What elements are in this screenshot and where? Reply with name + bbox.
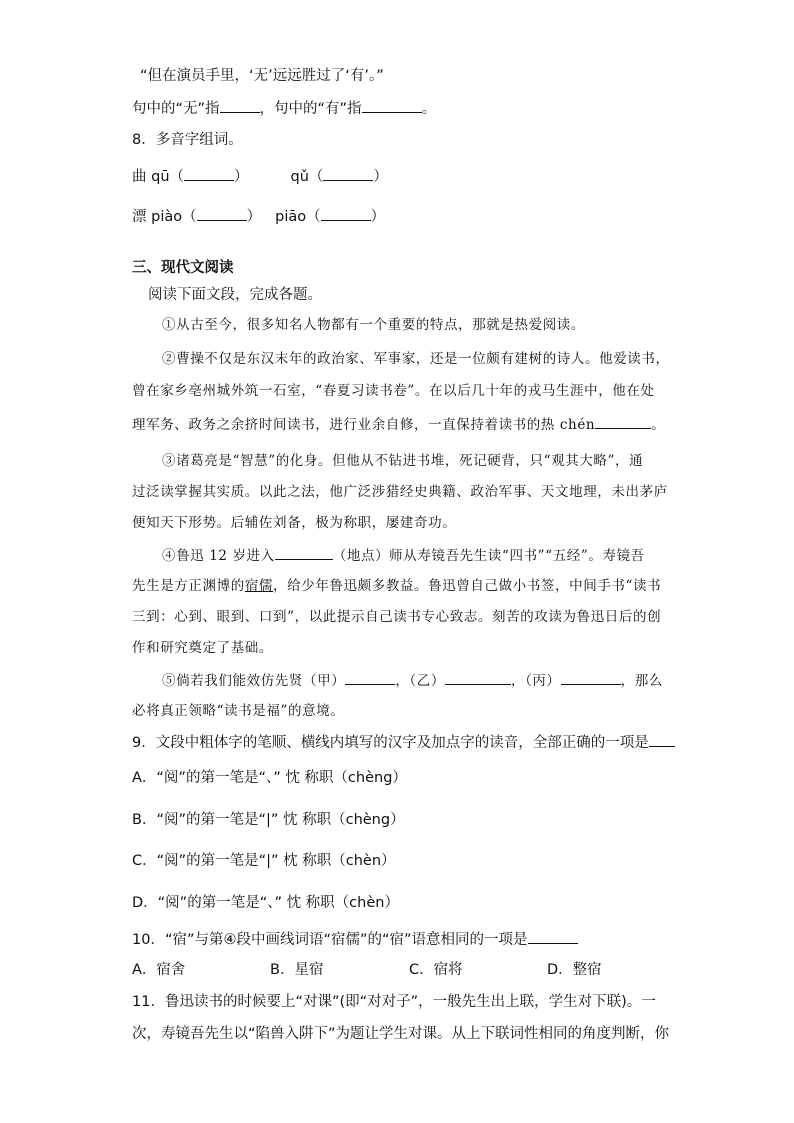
q8-row-piao (132, 206, 385, 227)
passage-p4-line3: 三到：心到、眼到、口到”，以此提示自己读书专心致志。刻苦的攻读为鲁迅日后的创 (132, 609, 662, 625)
q10-option-c[interactable]: C．宿将 (409, 962, 463, 978)
passage-p5-line1a: ⑤倘若我们能效仿先贤（甲） (162, 673, 346, 689)
q7-blank-wu[interactable] (220, 98, 260, 113)
q11-line2: 次，寿镜吾先生以“陷兽入阱下”为题让学生对课。从上下联词性相同的角度判断，你 (132, 1026, 670, 1042)
q8-qu2-close: ） (373, 169, 388, 185)
passage-blank-place[interactable] (275, 545, 333, 560)
q9-option-b[interactable]: B．“阅”的第一笔是“|” 忱 称职（chèng） (132, 812, 405, 828)
passage-p5-line1d: ，那么 (620, 673, 663, 689)
q8-qu-close: ） (234, 169, 249, 185)
q7-question-line (132, 98, 436, 119)
passage-p3-line3: 便知天下形势。后辅佐刘备，极为称职，屡建奇功。 (132, 515, 457, 531)
passage-p4-line2 (132, 576, 661, 596)
q8-qu2-label: qǔ（ (290, 169, 324, 185)
q7-blank-you[interactable] (362, 98, 422, 113)
passage-p4-line2b: ，给少年鲁迅颇多教益。鲁迅曾自己做小书签，中间手书“读书 (273, 578, 662, 594)
q8-blank-qu1[interactable] (184, 166, 234, 181)
q9-option-d[interactable]: D．“阅”的第一笔是“、” 忱 称职（chèn） (132, 895, 399, 911)
q8-piao2-close: ） (370, 209, 386, 225)
passage-p3-line2: 过泛读掌握其实质。以此之法，他广泛涉猎经史典籍、政治军事、天文地理，未出茅庐 (132, 484, 668, 500)
q8-title: 8．多音字组词。 (132, 132, 243, 148)
passage-p3-line1: ③诸葛亮是“智慧”的化身。但他从不钻进书堆，死记硬背，只“观其大略”，通 (162, 453, 644, 469)
q10-option-d[interactable]: D．整宿 (547, 962, 602, 978)
section3-intro: 阅读下面文段，完成各题。 (148, 287, 322, 303)
passage-p4-line2a: 先生是方正渊博的 (132, 578, 245, 594)
passage-blank-yi[interactable] (445, 670, 511, 685)
passage-p5-line1b: ，（乙） (395, 673, 445, 689)
q8-piao-label: 漂 piào（ (132, 209, 197, 225)
q8-piao2-label: piāo（ (275, 209, 321, 225)
passage-p4-line1 (162, 545, 645, 566)
passage-p4-line1b: （地点）师从寿镜吾先生读“四书”“五经”。寿镜吾 (332, 548, 645, 564)
q11-line1: 11．鲁迅读书的时候要上“对课”(即“对对子”，一般先生出上联，学生对下联)。一 (132, 994, 656, 1010)
passage-p2-line3-text: 理军务、政务之余挤时间读书，进行业余自修，一直保持着读书的热 chén (132, 417, 596, 433)
q10-stem-text: 10．“宿”与第④段中画线词语“宿儒”的“宿”语意相同的一项是 (132, 932, 528, 948)
passage-p5-line1 (162, 670, 663, 691)
q8-blank-piao1[interactable] (197, 206, 247, 221)
passage-p4-line4: 作和研究奠定了基础。 (132, 640, 273, 656)
q8-piao-close: ） (246, 209, 262, 225)
q8-row-qu (132, 166, 388, 187)
passage-p2-line2: 曾在家乡亳州城外筑一石室，“春夏习读书卷”。在以后几十年的戎马生涯中，他在处 (132, 383, 655, 399)
q10-option-a[interactable]: A．宿舍 (132, 962, 186, 978)
passage-p5-line1c: ，（丙） (510, 673, 561, 689)
q7-label-b: ，句中的“有”指 (259, 101, 362, 117)
q8-qu-label: 曲 qū（ (132, 169, 185, 185)
q8-blank-piao2[interactable] (321, 206, 371, 221)
q10-stem (132, 929, 578, 950)
passage-blank-jia[interactable] (345, 670, 395, 685)
q9-option-c[interactable]: C．“阅”的第一笔是“|” 枕 称职（chèn） (132, 853, 396, 869)
passage-p5-line2: 必将真正领略“读书是福”的意境。 (132, 703, 345, 719)
q9-option-a[interactable]: A．“阅”的第一笔是“、” 忱 称职（chèng） (132, 770, 407, 786)
passage-p2-end: 。 (651, 417, 666, 433)
passage-blank-chen[interactable] (595, 414, 651, 429)
q7-end: 。 (421, 101, 437, 117)
passage-blank-bing[interactable] (561, 670, 621, 685)
passage-p2-line3 (132, 414, 665, 435)
q9-stem (132, 732, 675, 753)
q10-option-b[interactable]: B．星宿 (270, 962, 324, 978)
q9-stem-text: 9．文段中粗体字的笔顺、横线内填写的汉字及加点字的读音，全部正确的一项是 (132, 735, 649, 751)
q8-blank-qu2[interactable] (323, 166, 373, 181)
q7-label-a: 句中的“无”指 (132, 101, 220, 117)
section3-title: 三、现代文阅读 (132, 260, 234, 276)
q9-answer-blank[interactable] (649, 732, 675, 747)
q10-answer-blank[interactable] (528, 929, 578, 944)
underlined-word-suru: 宿儒 (244, 578, 274, 594)
passage-p2-line1: ②曹操不仅是东汉末年的政治家、军事家，还是一位颇有建树的诗人。他爱读书， (162, 351, 670, 367)
passage-p1: ①从古至今，很多知名人物都有一个重要的特点，那就是热爱阅读。 (162, 317, 585, 333)
q7-quote: “但在演员手里，‘无’远远胜过了‘有’。” (140, 68, 384, 84)
passage-p4-line1a: ④鲁迅 12 岁进入 (162, 548, 275, 564)
